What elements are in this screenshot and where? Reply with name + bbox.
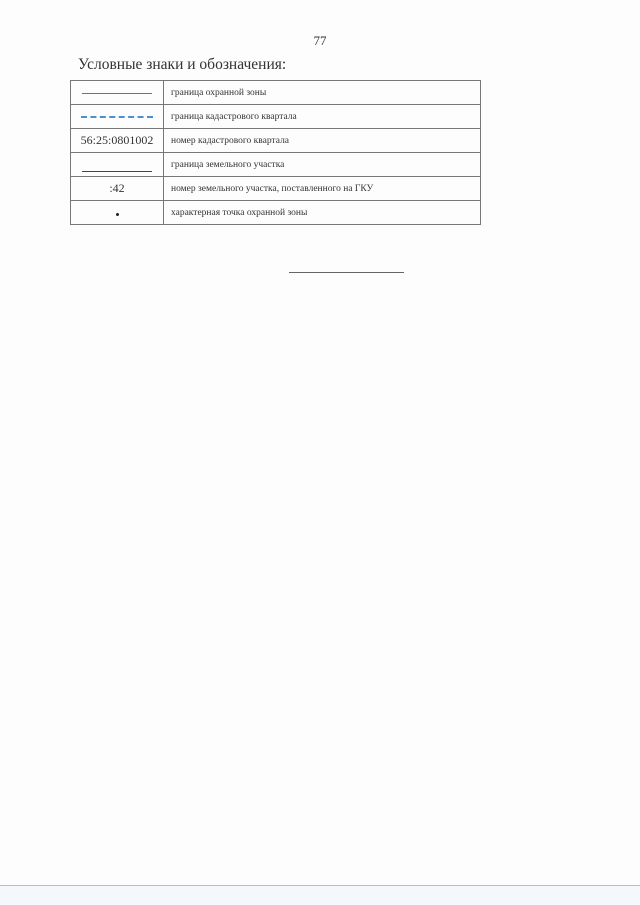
- legend-symbol-cell: [71, 81, 164, 105]
- legend-row: [71, 177, 481, 201]
- end-rule-divider: [289, 272, 404, 273]
- legend-description: характерная точка охранной зоны: [164, 201, 481, 225]
- legend-description: номер кадастрового квартала: [164, 129, 481, 153]
- legend-symbol-cell: [71, 153, 164, 177]
- blue-dashed-line-symbol: [81, 116, 153, 118]
- dot-symbol: [116, 213, 119, 216]
- black-line-symbol: [82, 171, 152, 172]
- red-line-symbol: [82, 93, 152, 94]
- page-number: 77: [313, 33, 327, 48]
- legend-symbol-text: 56:25:0801002: [71, 129, 164, 153]
- legend-row: [71, 201, 481, 225]
- legend-description: граница земельного участка: [164, 153, 481, 177]
- legend-row: [71, 81, 481, 105]
- legend-description: граница кадастрового квартала: [164, 105, 481, 129]
- legend-symbol-text: :42: [71, 177, 164, 201]
- legend-row: [71, 105, 481, 129]
- legend-heading: Условные знаки и обозначения:: [78, 56, 287, 73]
- legend-symbol-cell: [71, 201, 164, 225]
- legend-table: [70, 80, 481, 225]
- legend-symbol-cell: [71, 105, 164, 129]
- legend-description: граница охранной зоны: [164, 81, 481, 105]
- legend-description: номер земельного участка, поставленного на ГКУ: [164, 177, 481, 201]
- legend-row: [71, 153, 481, 177]
- legend-row: [71, 129, 481, 153]
